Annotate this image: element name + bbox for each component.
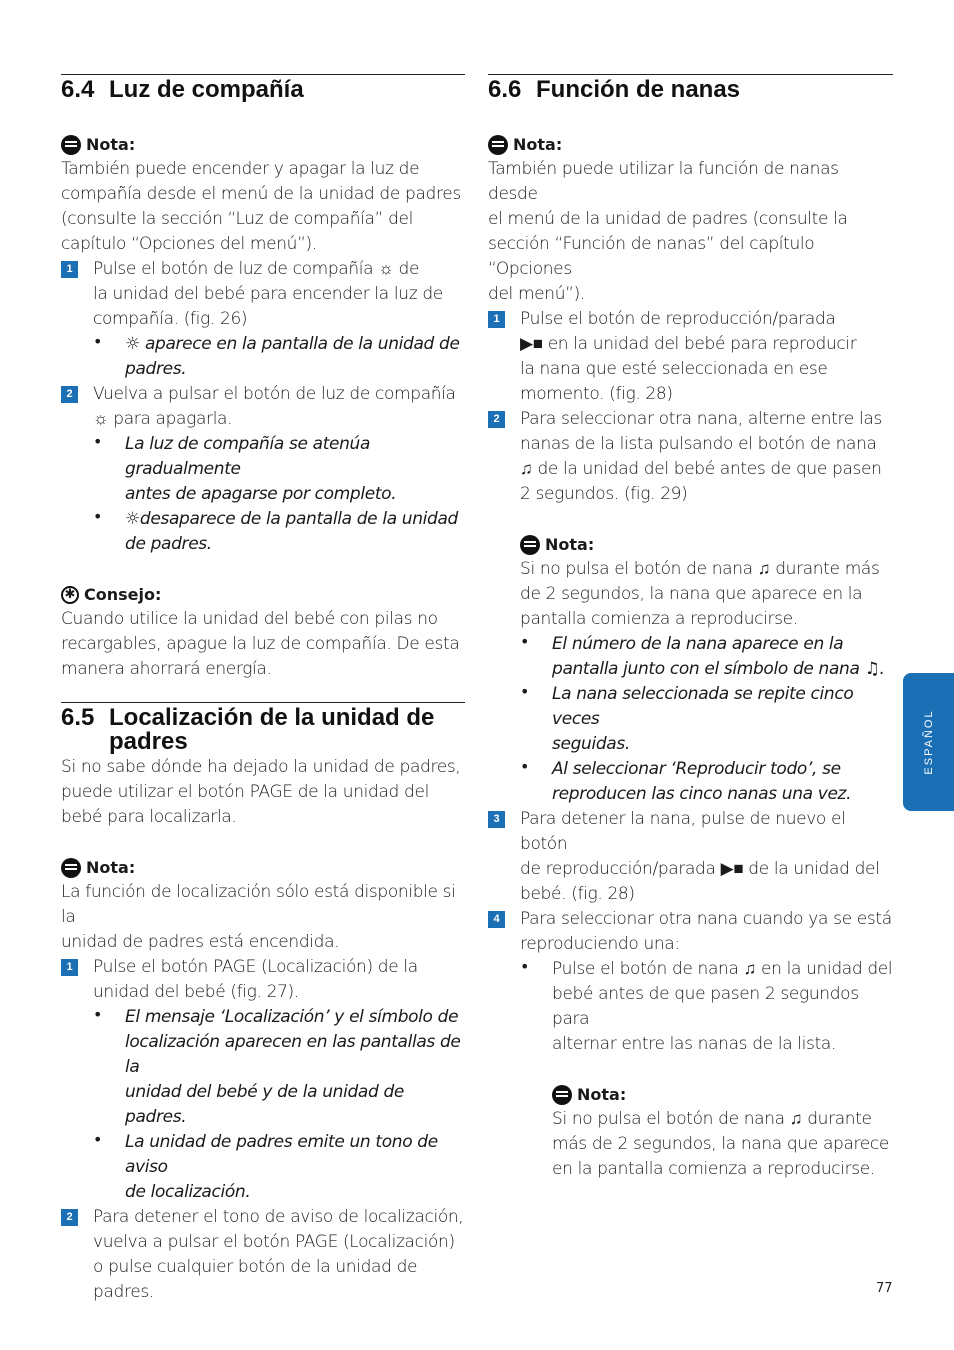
section-6-4-heading: 6.4 Luz de compañía (61, 74, 465, 102)
bullet-item: • La luz de compañía se atenúa gradualmente antes de apagarse por completo. (61, 432, 465, 507)
bullet-item: • ☼ aparece en la pantalla de la unidad de padres. (61, 332, 465, 382)
section-6-5-intro: Si no sabe dónde ha dejado la unidad de padres, puede utilizar el botón PAGE de la unidad del bebé para localizarla. (61, 757, 461, 827)
tip-heading: ✱ Consejo: (61, 582, 465, 607)
note-icon (552, 1085, 572, 1105)
note-heading: Nota: (488, 132, 893, 157)
step-2: 2 Vuelva a pulsar el botón de luz de compañía ☼ para apagarla. (61, 382, 465, 432)
bullet-item: • El mensaje ‘Localización’ y el símbolo de localización aparecen en las pantallas de la unidad del bebé y de la unidad de padres. (61, 1005, 465, 1130)
step-1: 1 Pulse el botón de reproducción/parada ▶■ en la unidad del bebé para reproducir la nana que esté seleccionada en ese momento. (fig. 28) (488, 307, 893, 407)
right-column (488, 74, 893, 1182)
step-2: 2 Para seleccionar otra nana, alterne entre las nanas de la lista pulsando el botón de nana ♫ de la unidad del bebé antes de que pasen 2 segundos. (fig. 29) (488, 407, 893, 507)
step-1: 1 Pulse el botón PAGE (Localización) de la unidad del bebé (fig. 27). (61, 955, 465, 1005)
page-number: 77 (876, 1281, 893, 1296)
note-heading: Nota: (552, 1082, 893, 1107)
bullet-item: • Pulse el botón de nana ♫ en la unidad del bebé antes de que pasen 2 segundos para alternar entre las nanas de la lista. (488, 957, 893, 1057)
note-heading: Nota: (520, 532, 893, 557)
note-text: También puede utilizar la función de nanas desde el menú de la unidad de padres (consulte la sección “Función de nanas” del capítulo “Opciones del menú”). (488, 159, 848, 304)
note-icon (520, 535, 540, 555)
note-icon (488, 135, 508, 155)
section-6-5-heading: 6.5 Localización de la unidad de padres (61, 702, 465, 754)
tip-text: Cuando utilice la unidad del bebé con pilas no recargables, apague la luz de compañía. De esta manera ahorrará energía. (61, 609, 460, 679)
step-1: 1 Pulse el botón de luz de compañía ☼ de la unidad del bebé para encender la luz de compañía. (fig. 26) (61, 257, 465, 332)
note-icon (61, 135, 81, 155)
step-badge: 1 (488, 311, 505, 328)
step-3: 3 Para detener la nana, pulse de nuevo el botón de reproducción/parada ▶■ de la unidad del bebé. (fig. 28) (488, 807, 893, 907)
step-4: 4 Para seleccionar otra nana cuando ya se está reproduciendo una: (488, 907, 893, 957)
nested-note: Nota: Si no pulsa el botón de nana ♫ durante más de 2 segundos, la nana que aparece en la pantalla comienza a reproducirse. (488, 1082, 893, 1182)
bullet-item: • ☼desaparece de la pantalla de la unidad de padres. (61, 507, 465, 557)
note-text: También puede encender y apagar la luz de compañía desde el menú de la unidad de padres (consulte la sección “Luz de compañía” del capítulo “Opciones del menú”). (61, 159, 461, 254)
step-badge: 2 (488, 411, 505, 428)
tip-icon: ✱ (61, 586, 79, 604)
bullet-item: • La unidad de padres emite un tono de aviso de localización. (61, 1130, 465, 1205)
nested-note: Nota: Si no pulsa el botón de nana ♫ durante más de 2 segundos, la nana que aparece en la pantalla comienza a reproducirse. (488, 532, 893, 632)
bullet-item: • La nana seleccionada se repite cinco veces seguidas. (488, 682, 893, 757)
note-heading: Nota: (61, 132, 465, 157)
note-text: La función de localización sólo está disponible si la unidad de padres está encendida. (61, 882, 456, 952)
note-heading: Nota: (61, 855, 465, 880)
step-badge: 4 (488, 911, 505, 928)
section-6-6-heading: 6.6 Función de nanas (488, 74, 893, 102)
step-2: 2 Para detener el tono de aviso de localización, vuelva a pulsar el botón PAGE (Localización) o pulse cualquier botón de la unidad de padres. (61, 1205, 465, 1305)
step-badge: 1 (61, 959, 78, 976)
step-badge: 2 (61, 1209, 78, 1226)
step-badge: 2 (61, 386, 78, 403)
note-icon (61, 858, 81, 878)
step-badge: 1 (61, 261, 78, 278)
left-column (61, 74, 465, 1305)
bullet-item: • Al seleccionar ‘Reproducir todo’, se reproducen las cinco nanas una vez. (488, 757, 893, 807)
language-tab-label: ESPAÑOL (922, 709, 935, 775)
language-tab (903, 673, 954, 811)
bullet-item: • El número de la nana aparece en la pantalla junto con el símbolo de nana ♫. (488, 632, 893, 682)
step-badge: 3 (488, 811, 505, 828)
